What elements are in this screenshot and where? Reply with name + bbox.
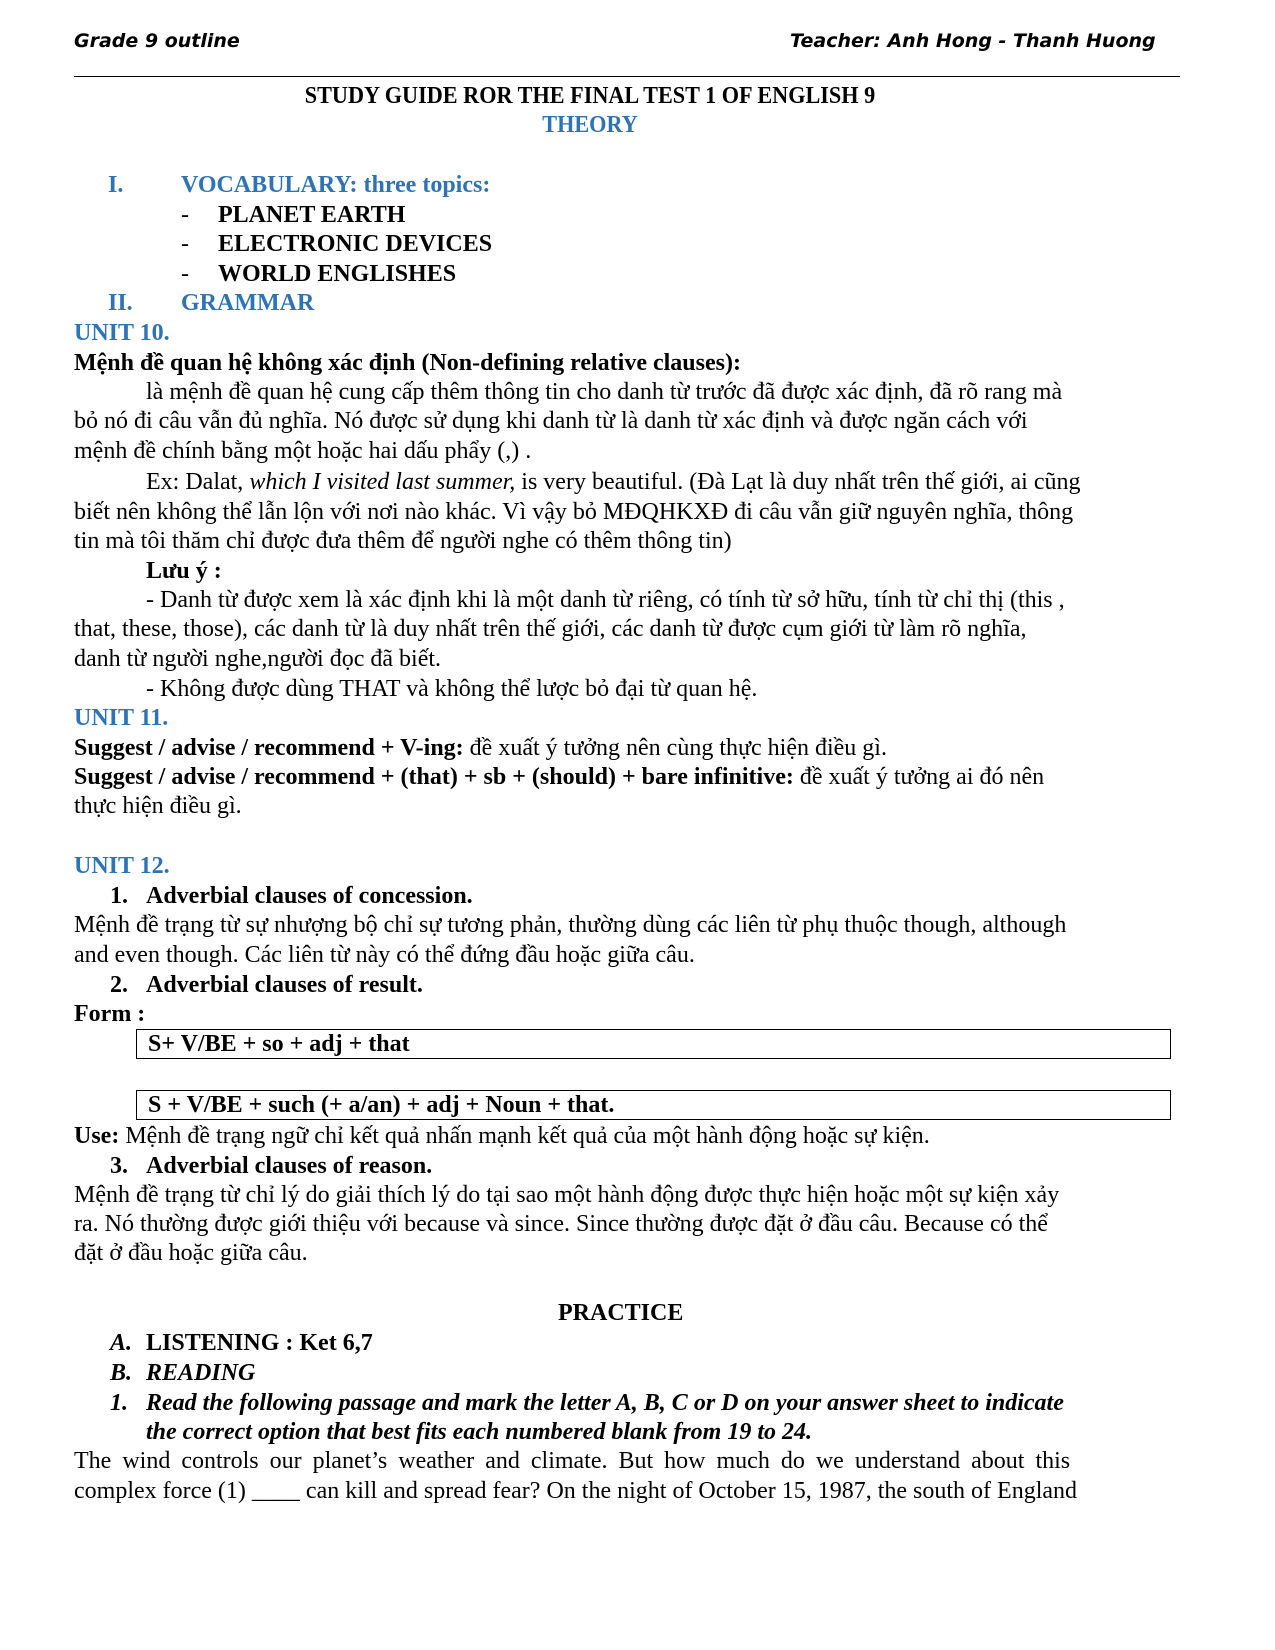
unit10-definition-line2: bỏ nó đi câu vẫn đủ nghĩa. Nó được sử dụng khi danh từ là danh từ xác định và được ngăn cách với: [74, 408, 1028, 434]
example-text: is very beautiful. (Đà Lạt là duy nhất trên thế giới, ai cũng: [515, 469, 1081, 495]
question1-number: 1.: [110, 1390, 128, 1416]
grammar-heading: GRAMMAR: [181, 290, 315, 316]
unit10-note1-line2: that, these, those), các danh từ là duy nhất trên thế giới, các danh từ được cụm giới từ làm rõ nghĩa,: [74, 616, 1027, 642]
unit10-note1-line1: - Danh từ được xem là xác định khi là một danh từ riêng, có tính từ sở hữu, tính từ chỉ thị (this ,: [146, 587, 1065, 613]
section-b-letter: B.: [110, 1360, 133, 1386]
unit11-line3: thực hiện điều gì.: [74, 793, 242, 819]
form-label: Form :: [74, 1001, 146, 1027]
unit12-item3-line2: ra. Nó thường được giới thiệu với because và since. Since thường được đặt ở đầu câu. Because có thể: [74, 1211, 1048, 1237]
unit11-line1: [74, 733, 887, 763]
unit10-example-line3: tin mà tôi thăm chỉ được đưa thêm để người nghe có thêm thông tin): [74, 528, 732, 554]
section-b-reading: READING: [146, 1360, 256, 1386]
unit12-item3-line1: Mệnh đề trạng từ chỉ lý do giải thích lý do tại sao một hành động được thực hiện hoặc một sự kiện xảy: [74, 1182, 1060, 1208]
passage-line2: complex force (1) ____ can kill and spread fear? On the night of October 15, 1987, the south of England: [74, 1478, 1078, 1504]
structure-formula: Suggest / advise / recommend + (that) + sb + (should) + bare infinitive:: [74, 764, 794, 790]
question1-instruction-line2: the correct option that best fits each numbered blank from 19 to 24.: [146, 1419, 813, 1445]
section-a-listening: LISTENING : Ket 6,7: [146, 1330, 373, 1356]
practice-heading: PRACTICE: [558, 1300, 684, 1326]
unit12-item3-number: 3.: [110, 1153, 128, 1179]
section-a-letter: A.: [110, 1330, 133, 1356]
vocab-number: I.: [108, 172, 124, 198]
list-bullet: -: [181, 231, 189, 257]
topic-world-englishes: WORLD ENGLISHES: [218, 261, 457, 287]
list-bullet: -: [181, 202, 189, 228]
example-clause: which I visited last summer,: [249, 469, 516, 495]
passage-line1: The wind controls our planet’s weather and climate. But how much do we understand about this: [74, 1448, 1071, 1474]
unit12-item3-title: Adverbial clauses of reason.: [146, 1153, 433, 1179]
structure-formula: Suggest / advise / recommend + V-ing:: [74, 735, 464, 761]
unit10-note2: - Không được dùng THAT và không thể lược bỏ đại từ quan hệ.: [146, 676, 758, 702]
unit10-definition-line3: mệnh đề chính bằng một hoặc hai dấu phẩy (,) .: [74, 438, 532, 464]
unit12-item1-line2: and even though. Các liên từ này có thể đứng đầu hoặc giữa câu.: [74, 942, 695, 968]
form-box-so-that: S+ V/BE + so + adj + that: [136, 1029, 1171, 1059]
use-line: [74, 1121, 930, 1151]
unit12-label: UNIT 12.: [74, 853, 170, 879]
unit10-example-line2: biết nên không thể lẫn lộn với nơi nào khác. Vì vậy bỏ MĐQHKXĐ đi câu vẫn giữ nguyên nghĩa, thông: [74, 499, 1074, 525]
vocab-heading: VOCABULARY: three topics:: [181, 172, 491, 198]
use-label: Use:: [74, 1123, 120, 1149]
unit12-item2-number: 2.: [110, 972, 128, 998]
use-text: Mệnh đề trạng ngữ chỉ kết quả nhấn mạnh kết quả của một hành động hoặc sự kiện.: [119, 1123, 930, 1149]
unit10-heading: Mệnh đề quan hệ không xác định (Non-defining relative clauses):: [74, 350, 741, 376]
unit11-line2: [74, 762, 1044, 792]
unit10-definition-line1: là mệnh đề quan hệ cung cấp thêm thông tin cho danh từ trước đã được xác định, đã rõ rang mà: [146, 379, 1063, 405]
form-box-such-that: S + V/BE + such (+ a/an) + adj + Noun + that.: [136, 1090, 1171, 1120]
header-grade: Grade 9 outline: [74, 30, 240, 52]
topic-planet-earth: PLANET EARTH: [218, 202, 406, 228]
list-bullet: -: [181, 261, 189, 287]
header-teacher: Teacher: Anh Hong - Thanh Huong: [790, 30, 1156, 52]
header-rule: [74, 76, 1180, 77]
unit12-item1-number: 1.: [110, 883, 128, 909]
example-text: Ex: Dalat,: [146, 469, 250, 495]
unit10-note1-line3: danh từ người nghe,người đọc đã biết.: [74, 646, 442, 672]
question1-instruction-line1: Read the following passage and mark the letter A, B, C or D on your answer sheet to indicate: [146, 1390, 1064, 1416]
structure-meaning: đề xuất ý tưởng ai đó nên: [793, 764, 1045, 790]
unit10-note-label: Lưu ý :: [146, 558, 222, 584]
unit12-item1-line1: Mệnh đề trạng từ sự nhượng bộ chỉ sự tương phản, thường dùng các liên từ phụ thuộc though, although: [74, 912, 1067, 938]
unit11-label: UNIT 11.: [74, 705, 169, 731]
unit10-label: UNIT 10.: [74, 320, 170, 346]
document-title: STUDY GUIDE ROR THE FINAL TEST 1 OF ENGLISH 9: [304, 83, 876, 109]
topic-electronic-devices: ELECTRONIC DEVICES: [218, 231, 493, 257]
unit12-item2-title: Adverbial clauses of result.: [146, 972, 423, 998]
structure-meaning: đề xuất ý tưởng nên cùng thực hiện điều gì.: [463, 735, 887, 761]
grammar-number: II.: [108, 290, 133, 316]
theory-heading: THEORY: [542, 112, 638, 138]
unit12-item3-line3: đặt ở đầu hoặc giữa câu.: [74, 1240, 308, 1266]
unit10-example-line1: [146, 467, 1080, 497]
unit12-item1-title: Adverbial clauses of concession.: [146, 883, 473, 909]
